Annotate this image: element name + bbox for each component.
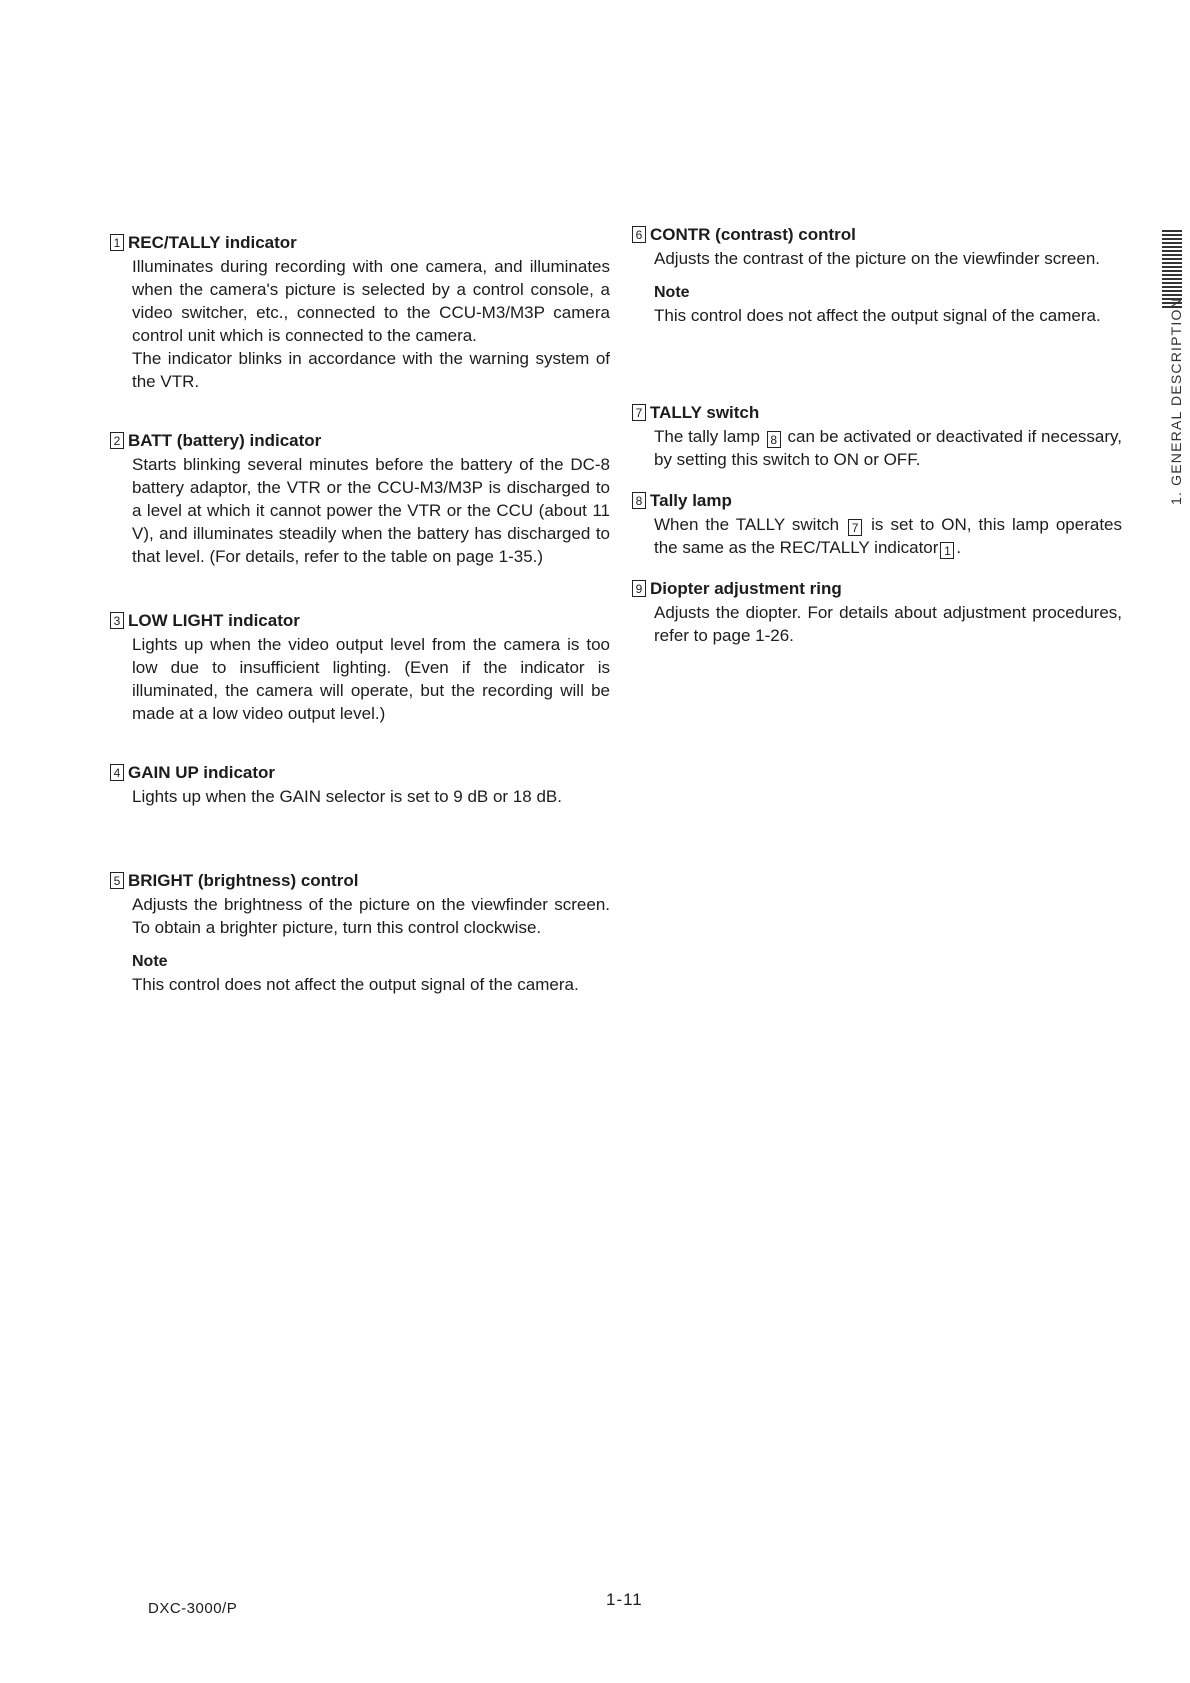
paragraph: Illuminates during recording with one camera, and illuminates when the camera's picture is selected by a control console, a video switcher, etc., connected to the CCU-M3/M3P camera control unit which is connected to the camera.: [132, 257, 610, 345]
paragraph: The indicator blinks in accordance with the warning system of the VTR.: [132, 349, 610, 391]
item-heading: [632, 402, 1122, 423]
item-contr-control: [632, 224, 1122, 327]
item-number-box: 2: [110, 432, 124, 449]
item-title: Tally lamp: [650, 491, 732, 510]
text-run: When the TALLY switch: [654, 515, 840, 534]
paragraph: Adjusts the contrast of the picture on the viewfinder screen.: [654, 249, 1101, 268]
note-label: Note: [132, 953, 168, 970]
item-heading: [632, 490, 1122, 511]
item-heading: [110, 762, 610, 783]
reference-number-box: 1: [940, 542, 954, 559]
text-run: The tally lamp: [654, 427, 760, 446]
item-title: CONTR (contrast) control: [650, 225, 856, 244]
item-description: [132, 255, 610, 393]
item-number-box: 3: [110, 612, 124, 629]
paragraph: Adjusts the brightness of the picture on the viewfinder screen. To obtain a brighter picture, turn this control clockwise.: [132, 895, 610, 937]
item-description: [654, 601, 1122, 647]
item-batt-indicator: [110, 430, 610, 568]
note-text: This control does not affect the output signal of the camera.: [132, 975, 579, 994]
footer-page-number: 1-11: [606, 1590, 643, 1609]
item-description: [132, 785, 610, 808]
item-tally-switch: [632, 402, 1122, 471]
text-run: is set to ON, this lamp operates the same as the REC/TALLY indicator: [654, 515, 1122, 557]
item-heading: [632, 224, 1122, 245]
item-heading: [110, 430, 610, 451]
item-title: BRIGHT (brightness) control: [128, 871, 359, 890]
item-bright-control: [110, 870, 610, 996]
note-text: This control does not affect the output signal of the camera.: [654, 306, 1101, 325]
footer-model-number: DXC-3000/P: [148, 1600, 238, 1617]
item-rec-tally-indicator: [110, 232, 610, 393]
item-number-box: 5: [110, 872, 124, 889]
reference-number-box: 7: [848, 519, 862, 536]
item-tally-lamp: [632, 490, 1122, 559]
item-description: [132, 893, 610, 939]
paragraph: Starts blinking several minutes before the battery of the DC-8 battery adaptor, the VTR or the CCU-M3/M3P is discharged to a level at which it cannot power the VTR or the CCU (about 11 V), and illuminates steadily when the battery has discharged to that level. (For details, refer to the table on page 1-35.): [132, 455, 610, 566]
item-heading: [110, 610, 610, 631]
item-title: LOW LIGHT indicator: [128, 611, 300, 630]
paragraph: [654, 513, 1122, 559]
item-heading: [110, 232, 610, 253]
item-diopter-ring: [632, 578, 1122, 647]
paragraph: [654, 425, 1122, 471]
item-low-light-indicator: [110, 610, 610, 725]
item-description: [654, 513, 1122, 559]
note-label: Note: [654, 284, 690, 301]
text-run: .: [956, 538, 962, 557]
item-title: TALLY switch: [650, 403, 760, 422]
reference-number-box: 8: [767, 431, 781, 448]
paragraph: Adjusts the diopter. For details about adjustment procedures, refer to page 1-26.: [654, 603, 1122, 645]
item-title: GAIN UP indicator: [128, 763, 276, 782]
item-number-box: 9: [632, 580, 646, 597]
item-description: [654, 425, 1122, 471]
item-number-box: 1: [110, 234, 124, 251]
item-number-box: 7: [632, 404, 646, 421]
item-heading: [110, 870, 610, 891]
item-description: [132, 453, 610, 568]
item-title: Diopter adjustment ring: [650, 579, 842, 598]
text-run: can be activated or deactivated if necessary, by setting this switch to ON or OFF.: [654, 427, 1122, 469]
item-gain-up-indicator: [110, 762, 610, 808]
paragraph: Lights up when the GAIN selector is set to 9 dB or 18 dB.: [132, 787, 562, 806]
item-description: [132, 633, 610, 725]
item-number-box: 6: [632, 226, 646, 243]
item-description: [654, 247, 1122, 270]
item-number-box: 8: [632, 492, 646, 509]
item-heading: [632, 578, 1122, 599]
item-number-box: 4: [110, 764, 124, 781]
paragraph: Lights up when the video output level from the camera is too low due to insufficient lighting. (Even if the indicator is illuminated, the camera will operate, but the recording will be made at a low video output level.): [132, 635, 610, 723]
item-title: REC/TALLY indicator: [128, 233, 297, 252]
item-title: BATT (battery) indicator: [128, 431, 322, 450]
chapter-tab-label: 1. GENERAL DESCRIPTION: [1168, 297, 1184, 505]
